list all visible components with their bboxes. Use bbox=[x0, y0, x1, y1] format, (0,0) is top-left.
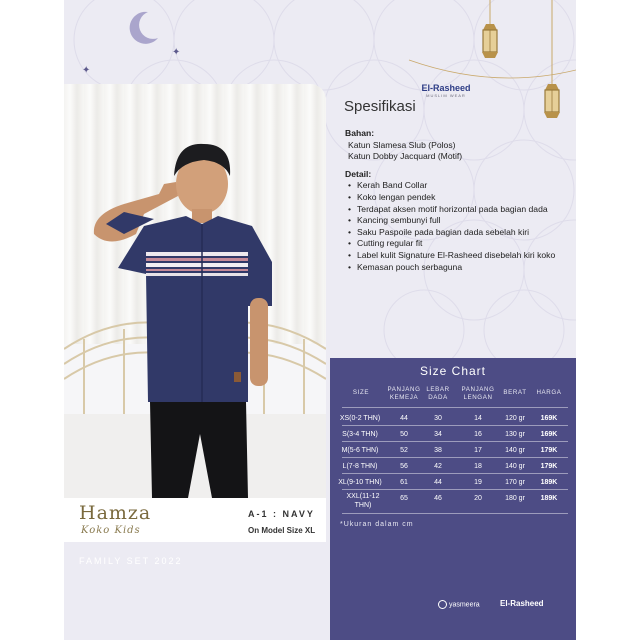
size-cell: 19 bbox=[474, 479, 482, 486]
size-chart-divider bbox=[342, 513, 568, 514]
size-cell: M(5-6 THN) bbox=[341, 447, 379, 454]
size-cell: 42 bbox=[434, 463, 442, 470]
size-cell: 180 gr bbox=[505, 495, 525, 502]
size-cell: 65 bbox=[400, 495, 408, 502]
product-code: A-1 : NAVY bbox=[248, 509, 315, 519]
product-name: Hamza bbox=[79, 502, 152, 524]
el-rasheed-footer-logo: El-Rasheed bbox=[500, 599, 544, 608]
detail-item: • Koko lengan pendek bbox=[345, 192, 570, 204]
size-cell: 189K bbox=[540, 479, 558, 486]
size-cell: 170 gr bbox=[505, 479, 525, 486]
yasmeera-icon bbox=[438, 600, 447, 609]
size-cell: 61 bbox=[400, 479, 408, 486]
product-subtitle: Koko Kids bbox=[81, 525, 141, 536]
size-cell: 140 gr bbox=[505, 447, 525, 454]
size-chart-header: SIZE bbox=[352, 389, 370, 396]
brand-name: El-Rasheed bbox=[421, 83, 471, 93]
lantern-icon bbox=[540, 0, 564, 124]
size-cell: 38 bbox=[434, 447, 442, 454]
brand-tagline: MUSLIM WEAR bbox=[426, 93, 466, 98]
size-cell: 169K bbox=[540, 415, 558, 422]
size-cell: 20 bbox=[474, 495, 482, 502]
size-cell: 179K bbox=[540, 463, 558, 470]
product-photo bbox=[64, 84, 326, 498]
detail-item: • Saku Paspoile pada bagian dada sebelah kiri bbox=[345, 227, 570, 239]
detail-item: • Kemasan pouch serbaguna bbox=[345, 262, 570, 274]
size-cell: 56 bbox=[400, 463, 408, 470]
yasmeera-logo-text: yasmeera bbox=[448, 601, 480, 609]
brand-logo bbox=[416, 83, 476, 98]
size-cell: 18 bbox=[474, 463, 482, 470]
crescent-moon-icon bbox=[122, 8, 162, 48]
star-icon: ✦ bbox=[172, 47, 181, 58]
size-cell: S(3-4 THN) bbox=[342, 431, 378, 438]
size-cell: 130 gr bbox=[505, 431, 525, 438]
spec-title: Spesifikasi bbox=[344, 98, 416, 115]
size-chart-title: Size Chart bbox=[419, 364, 487, 378]
size-chart-divider bbox=[342, 489, 568, 490]
size-cell: 16 bbox=[474, 431, 482, 438]
size-chart-header: BERAT bbox=[503, 389, 527, 396]
size-cell: 50 bbox=[400, 431, 408, 438]
detail-item: • Label kulit Signature El-Rasheed disebelah kiri koko bbox=[345, 250, 570, 262]
size-chart-note: *Ukuran dalam cm bbox=[340, 521, 414, 528]
bahan-label: Bahan: bbox=[345, 128, 375, 138]
size-cell: 120 gr bbox=[505, 415, 525, 422]
size-chart-divider bbox=[342, 457, 568, 458]
size-chart-divider bbox=[342, 473, 568, 474]
size-cell: 179K bbox=[540, 447, 558, 454]
size-cell: 44 bbox=[400, 415, 408, 422]
size-cell: 46 bbox=[434, 495, 442, 502]
lantern-icon bbox=[478, 0, 502, 62]
detail-item: • Terdapat aksen motif horizontal pada bagian dada bbox=[345, 204, 570, 216]
size-cell: 169K bbox=[540, 431, 558, 438]
product-caption bbox=[64, 498, 326, 542]
size-cell: 34 bbox=[434, 431, 442, 438]
size-chart-header: PANJANG LENGAN bbox=[461, 386, 495, 401]
detail-item: • Kancing sembunyi full bbox=[345, 215, 570, 227]
yasmeera-logo bbox=[438, 600, 480, 609]
size-chart-header: PANJANG KEMEJA bbox=[387, 386, 421, 401]
boy-model bbox=[64, 84, 326, 498]
star-icon: ✦ bbox=[82, 65, 91, 76]
detail-item: • Cutting regular fit bbox=[345, 238, 570, 250]
size-chart-divider bbox=[342, 441, 568, 442]
size-chart-header: LEBAR DADA bbox=[426, 386, 450, 401]
bahan-item: Katun Slamesa Slub (Polos) bbox=[348, 139, 456, 150]
size-cell: 44 bbox=[434, 479, 442, 486]
product-page bbox=[64, 0, 576, 640]
size-chart-divider bbox=[342, 407, 568, 408]
size-cell: 140 gr bbox=[505, 463, 525, 470]
bahan-item: Katun Dobby Jacquard (Motif) bbox=[348, 151, 463, 162]
size-chart-divider bbox=[342, 425, 568, 426]
size-cell: 189K bbox=[540, 495, 558, 502]
detail-label: Detail: bbox=[345, 168, 372, 179]
size-cell: 14 bbox=[474, 415, 482, 422]
detail-item: • Kerah Band Collar bbox=[345, 180, 570, 192]
size-cell: 30 bbox=[434, 415, 442, 422]
size-cell: XL(9-10 THN) bbox=[338, 479, 382, 486]
size-cell: 52 bbox=[400, 447, 408, 454]
size-cell: 17 bbox=[474, 447, 482, 454]
size-cell: XS(0-2 THN) bbox=[339, 415, 381, 422]
size-cell: XXL(11-12 THN) bbox=[346, 493, 380, 509]
collection-label: FAMILY SET 2022 bbox=[79, 556, 183, 566]
spec-list bbox=[345, 128, 570, 273]
model-size: On Model Size XL bbox=[248, 526, 316, 535]
size-cell: L(7-8 THN) bbox=[342, 463, 378, 470]
size-chart-header: HARGA bbox=[536, 389, 562, 396]
